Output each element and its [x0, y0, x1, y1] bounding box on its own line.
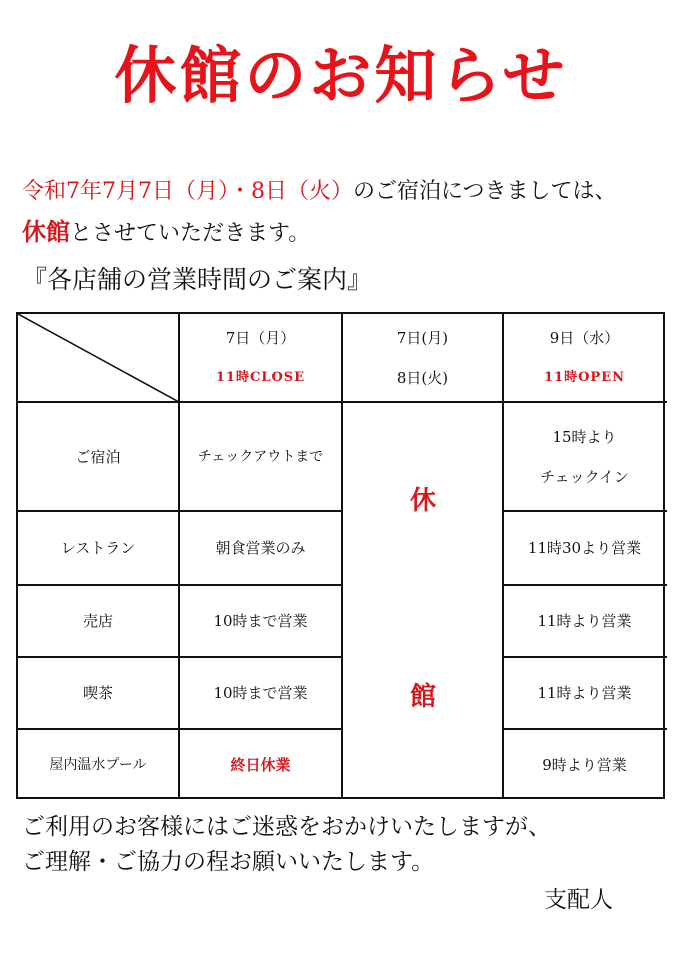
- page-title: 休館のお知らせ: [114, 39, 568, 112]
- signature: 支配人: [544, 887, 613, 913]
- hours-subtitle: 『各店舗の営業時間のご案内』: [22, 265, 373, 294]
- header-day2-date1: 7日(月): [396, 328, 449, 347]
- closed-char-2: 館: [409, 682, 436, 712]
- facility-cell: [18, 730, 178, 799]
- notice-closed-word: 休館: [22, 217, 70, 246]
- day1-hours: 朝食営業のみ: [215, 539, 306, 557]
- header-day1-date: 7日（月）: [225, 328, 296, 347]
- day1-hours: 10時まで営業: [213, 684, 308, 702]
- header-day1-note: 11時CLOSE: [215, 369, 306, 385]
- header-day2: [343, 314, 502, 401]
- facility-label: 屋内温水プール: [49, 756, 147, 773]
- day1-cell: [180, 658, 341, 728]
- day3-hours: 15時より: [552, 427, 617, 446]
- facility-cell: [18, 586, 178, 656]
- header-day3-date: 9日（水）: [549, 328, 620, 347]
- day1-closed: 終日休業: [230, 755, 291, 774]
- day1-cell: [180, 586, 341, 656]
- facility-cell: [18, 512, 178, 584]
- closing-line-1: ご利用のお客様にはご迷惑をおかけいたしますが、: [22, 814, 551, 840]
- facility-cell: [18, 658, 178, 728]
- notice-dates: 令和7年7月7日（月）・8日（火）: [22, 179, 353, 204]
- day3-hours: 9時より営業: [542, 755, 627, 774]
- hours-table: [16, 312, 665, 799]
- facility-label: ご宿泊: [75, 447, 121, 466]
- closed-char-1: 休: [409, 486, 436, 516]
- day3-hours: 11時より営業: [537, 684, 632, 702]
- notice-line2-text: とさせていただきます。: [70, 221, 311, 246]
- notice-line1-text: のご宿泊につきましては、: [353, 179, 617, 204]
- day1-cell: [180, 403, 341, 510]
- closing-message: [22, 810, 551, 880]
- day1-hours: チェックアウトまで: [197, 448, 324, 465]
- facility-cell: [18, 403, 178, 510]
- facility-label: レストラン: [60, 539, 136, 557]
- day1-cell: [180, 730, 341, 799]
- day3-hours: 11時30より営業: [527, 539, 642, 557]
- header-day3-note: 11時OPEN: [544, 369, 625, 385]
- day1-cell: [180, 512, 341, 584]
- header-day2-date2: 8日(火): [396, 368, 449, 387]
- facility-label: 売店: [82, 612, 113, 630]
- closing-line-2: ご理解・ご協力の程お願いいたします。: [22, 849, 435, 875]
- day3-cell: [504, 730, 665, 799]
- diagonal-header-cell: [18, 314, 179, 402]
- notice-text: [22, 172, 672, 254]
- day3-cell: [504, 512, 665, 584]
- day3-cell: [504, 403, 665, 510]
- header-day1: [180, 314, 341, 401]
- day3-cell: [504, 586, 665, 656]
- day1-hours: 10時まで営業: [213, 612, 308, 630]
- header-day3: [504, 314, 665, 401]
- day3-cell: [504, 658, 665, 728]
- day3-hours: 11時より営業: [537, 612, 632, 630]
- day3-hours: チェックイン: [540, 467, 629, 486]
- facility-label: 喫茶: [82, 684, 113, 702]
